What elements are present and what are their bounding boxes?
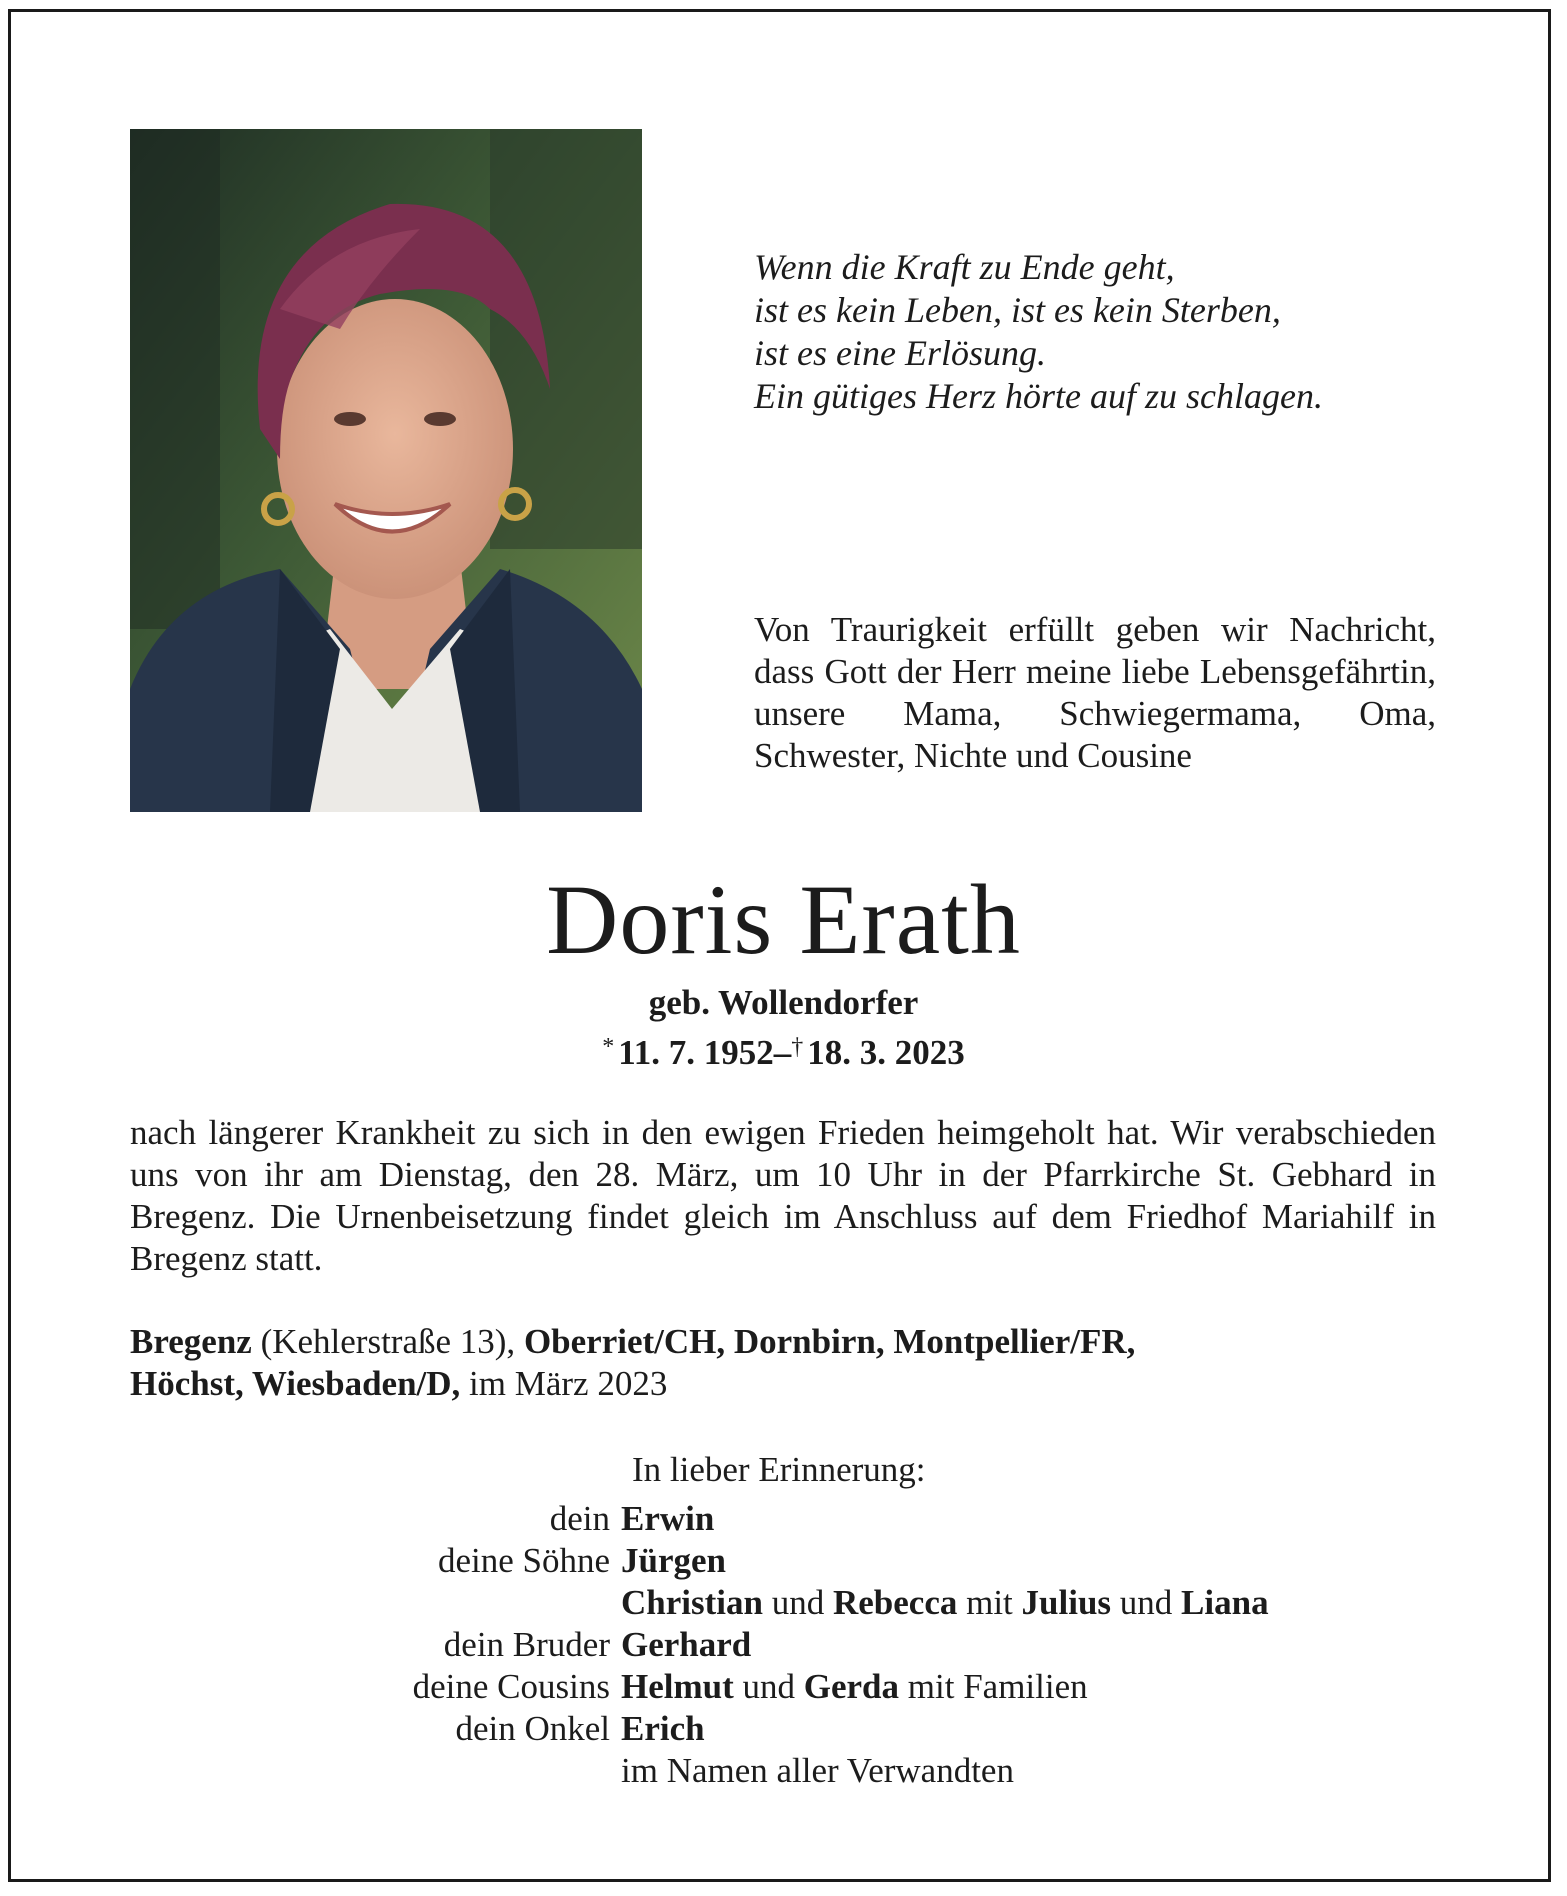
- mourner-row: [200, 1540, 1500, 1582]
- poem-line: ist es eine Erlösung.: [754, 333, 1046, 373]
- mourner-row: [200, 1498, 1500, 1540]
- relation: dein Onkel: [455, 1709, 610, 1748]
- mourner-row: [200, 1666, 1500, 1708]
- mourner-row: [200, 1708, 1500, 1750]
- connector: und: [771, 1583, 825, 1622]
- mourner-name: Erich: [621, 1709, 705, 1748]
- intro-text: Von Traurigkeit erfüllt geben wir Nachricht, dass Gott der Herr meine liebe Lebensgefährtin, unsere Mama, Schwiegermama, Oma, Schwester, Nichte und Cousine: [754, 610, 1436, 775]
- mourner-row: [200, 1750, 1500, 1792]
- relation: dein Bruder: [443, 1625, 610, 1664]
- birth-date: 11. 7. 1952: [618, 1033, 774, 1072]
- mourner-name: Christian: [621, 1583, 763, 1622]
- connector: mit: [966, 1583, 1013, 1622]
- poem: [754, 246, 1454, 418]
- relatives-note: im Namen aller Verwandten: [621, 1751, 1014, 1790]
- relation: deine Cousins: [412, 1667, 610, 1706]
- death-date: 18. 3. 2023: [807, 1033, 965, 1072]
- mourners-list: [200, 1498, 1500, 1792]
- places-list-2: Höchst, Wiesbaden/D,: [130, 1364, 461, 1403]
- places-list-1: Oberriet/CH, Dornbirn, Montpellier/FR,: [523, 1322, 1136, 1361]
- funeral-details: nach längerer Krankheit zu sich in den ewigen Frieden heimgeholt hat. Wir verabschieden uns von ihr am Dienstag, den 28. März, um 10 Uhr in der Pfarrkirche St. Gebhard in Bregenz. Die Urnenbeisetzung findet gleich im Anschluss auf dem Friedhof Mariahilf in Bregenz statt.: [130, 1113, 1436, 1278]
- portrait-photo: [130, 129, 642, 812]
- deceased-name: Doris Erath: [546, 864, 1021, 975]
- birth-symbol: *: [602, 1034, 615, 1060]
- date-dash: –: [773, 1033, 792, 1072]
- connector: und: [1119, 1583, 1173, 1622]
- connector: mit Familien: [907, 1667, 1088, 1706]
- place-date: im März 2023: [469, 1364, 668, 1403]
- relation: dein: [549, 1499, 610, 1538]
- mourner-name: Julius: [1021, 1583, 1112, 1622]
- mourner-name: Gerhard: [621, 1625, 752, 1664]
- life-dates: [0, 1027, 1567, 1073]
- places-line: [130, 1321, 1450, 1405]
- relation: deine Söhne: [437, 1541, 610, 1580]
- death-symbol: †: [791, 1034, 804, 1060]
- place-address: (Kehlerstraße 13),: [260, 1322, 516, 1361]
- mourner-row: [200, 1624, 1500, 1666]
- mourner-row: [200, 1582, 1500, 1624]
- mourner-name: Liana: [1181, 1583, 1269, 1622]
- poem-line: Wenn die Kraft zu Ende geht,: [754, 247, 1175, 287]
- memory-heading: In lieber Erinnerung:: [632, 1450, 926, 1489]
- poem-line: ist es kein Leben, ist es kein Sterben,: [754, 290, 1281, 330]
- mourner-name: Gerda: [803, 1667, 900, 1706]
- mourner-name: Erwin: [621, 1499, 715, 1538]
- mourner-name: Rebecca: [832, 1583, 958, 1622]
- connector: und: [742, 1667, 796, 1706]
- poem-line: Ein gütiges Herz hörte auf zu schlagen.: [754, 376, 1323, 416]
- place-city: Bregenz: [130, 1322, 252, 1361]
- mourner-name: Helmut: [621, 1667, 734, 1706]
- mourner-name: Jürgen: [621, 1541, 726, 1580]
- maiden-name: geb. Wollendorfer: [648, 983, 919, 1022]
